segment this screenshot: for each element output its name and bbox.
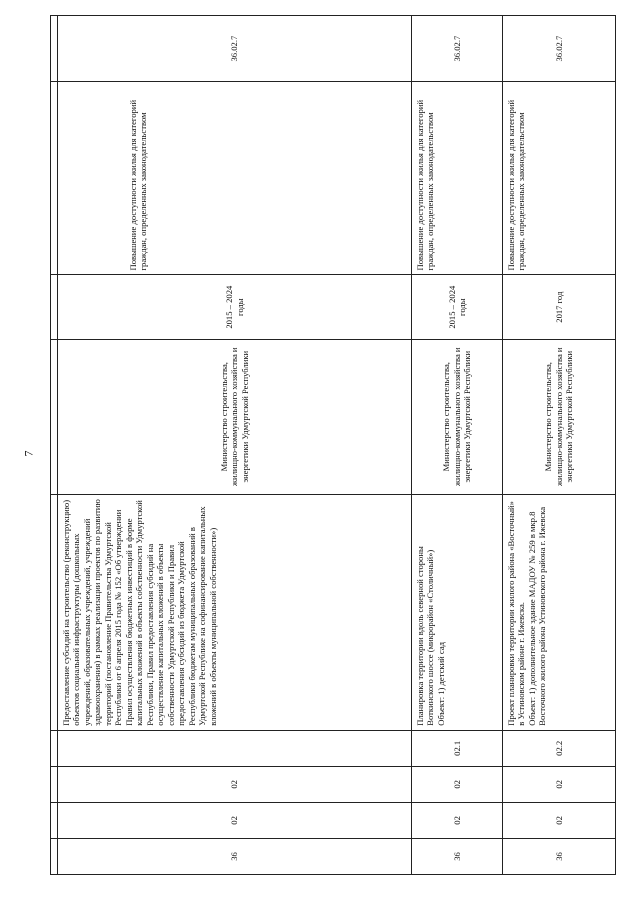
indicator-code-cell: 36.02.7 — [412, 16, 503, 82]
description-cell: Предоставление субсидий на строительство (реконструкцию) объектов социальной инфраструктуры (дошкольных учреждений, образовательных учреждений, учреждений здравоохранения) в рамках реализации проектов по развитию территорий (постановление Правительства Удмуртской Республики от 6 апреля 2015 года № 152 «Об утверждении Правил осуществления бюджетных инвестиций в форме капитальных вложений в объекты собственности Удмуртской Республики, Правил предоставления субсидий на осуществление капитальных вложений в объекты собственности Удмуртской Республики и Правил предоставления субсидий из бюджета Удмуртской Республики бюджетам муниципальных образований в Удмуртской Республике на софинансирование капитальных вложений в объекты муниципальной собственности») — [58, 494, 412, 730]
code-cell — [58, 730, 412, 766]
program-table — [50, 15, 616, 875]
code-cell: 36 — [503, 838, 616, 874]
table-row — [503, 16, 616, 875]
code-cell: 02 — [503, 802, 616, 838]
executor-cell: Министерство строительства, жилищно-коммунального хозяйства и энергетики Удмуртской Республики — [58, 339, 412, 494]
executor-cell: Министерство строительства, жилищно-коммунального хозяйства и энергетики Удмуртской Республики — [503, 339, 616, 494]
result-cell: Повышение доступности жилья для категорий граждан, определенных законодательством — [58, 82, 412, 275]
code-cell: 02.2 — [503, 730, 616, 766]
code-cell: 02 — [412, 766, 503, 802]
code-cell: 36 — [412, 838, 503, 874]
table-row — [412, 16, 503, 875]
result-cell: Повышение доступности жилья для категорий граждан, определенных законодательством — [503, 82, 616, 275]
executor-cell: Министерство строительства, жилищно-коммунального хозяйства и энергетики Удмуртской Республики — [412, 339, 503, 494]
code-cell: 02 — [58, 802, 412, 838]
indicator-code-cell: 36.02.7 — [503, 16, 616, 82]
indicator-code-cell: 36.02.7 — [58, 16, 412, 82]
description-cell: Проект планировки территории жилого района «Восточный» в Устиновском районе г. Ижевска. Объект: 1) дополнительное здание МАДОУ № 259 в мкр.8 Восточного жилого района Устиновского района г. Ижевска — [503, 494, 616, 730]
period-cell: 2017 год — [503, 275, 616, 339]
top-strip-row — [51, 16, 58, 875]
table-row — [58, 16, 412, 875]
code-cell: 02 — [503, 766, 616, 802]
code-cell: 02.1 — [412, 730, 503, 766]
code-cell: 36 — [58, 838, 412, 874]
description-cell: Планировка территории вдоль северной стороны Воткинского шоссе (микрорайон «Столичный») Объект: 1) детский сад — [412, 494, 503, 730]
result-cell: Повышение доступности жилья для категорий граждан, определенных законодательством — [412, 82, 503, 275]
code-cell: 02 — [412, 802, 503, 838]
period-cell: 2015 – 2024 годы — [58, 275, 412, 339]
page-number: 7 — [21, 450, 36, 457]
period-cell: 2015 – 2024 годы — [412, 275, 503, 339]
code-cell: 02 — [58, 766, 412, 802]
